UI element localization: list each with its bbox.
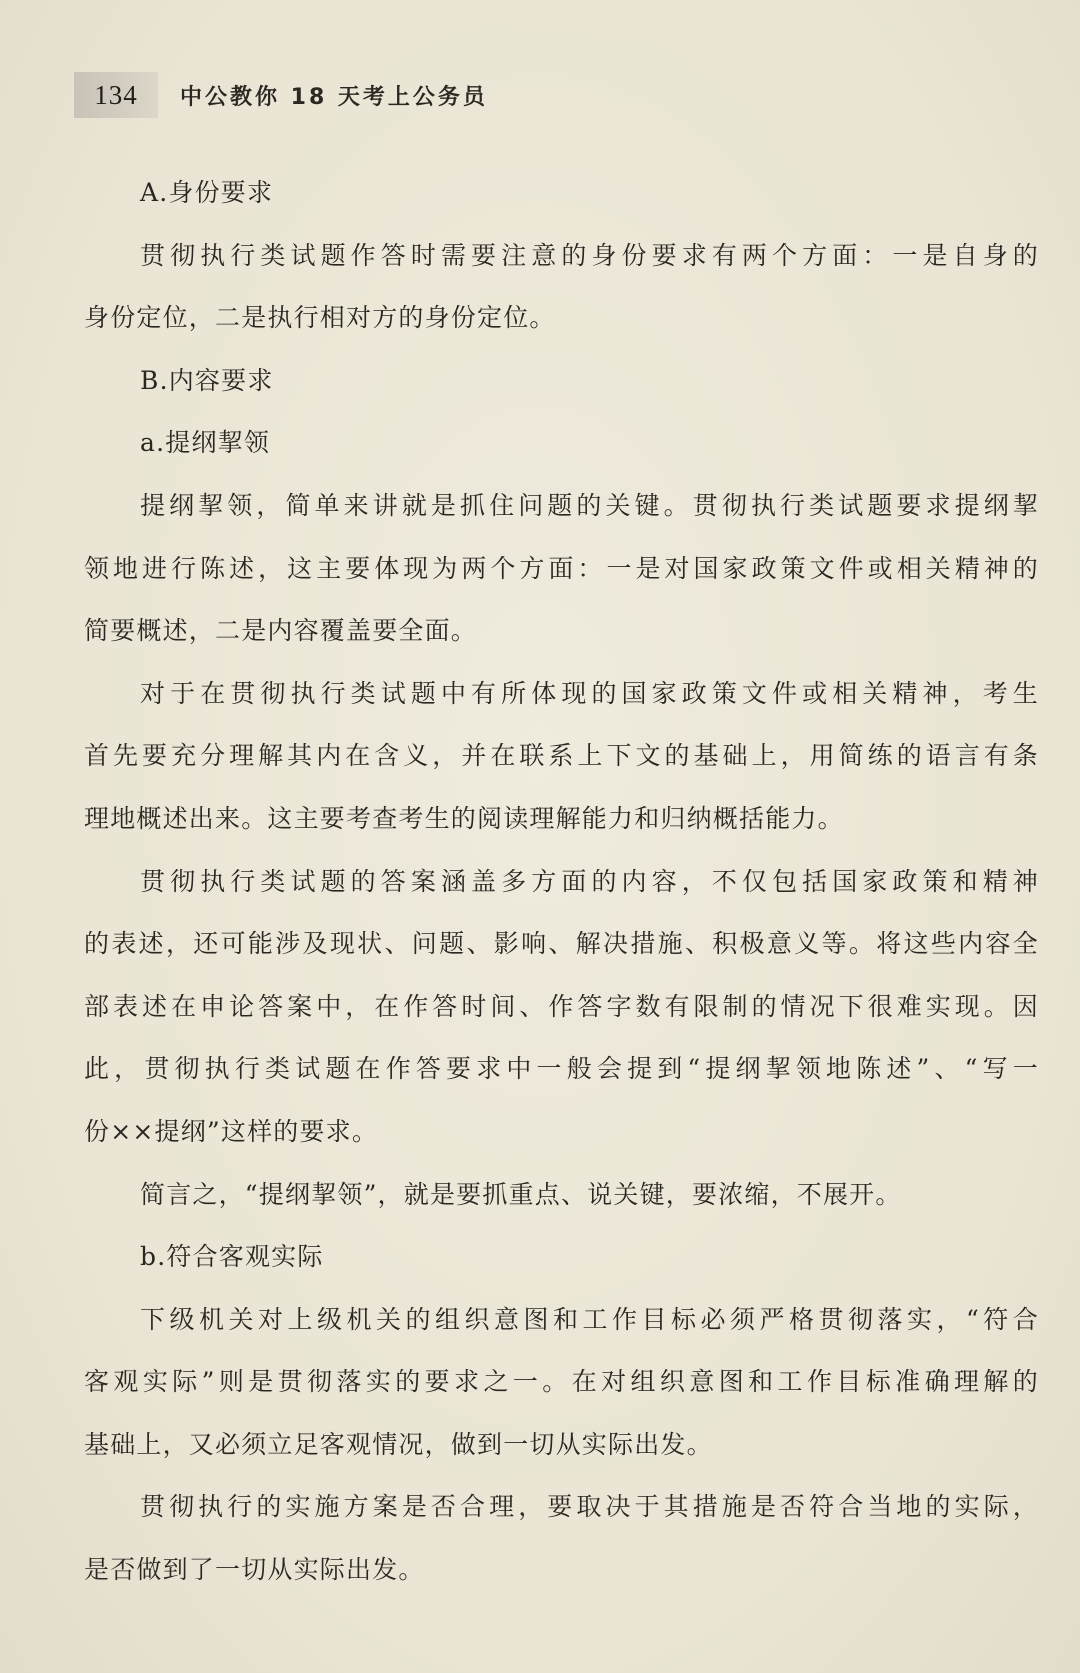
paragraph-line: 此，贯彻执行类试题在作答要求中一般会提到“提纲挈领地陈述”、“写一 [84,1054,1039,1084]
paragraph-line: 下级机关对上级机关的组织意图和工作目标必须严格贯彻落实，“符合 [140,1304,1039,1334]
subheading-identity-requirement: A.身份要求 [140,178,274,207]
paragraph-line: 对于在贯彻执行类试题中有所体现的国家政策文件或相关精神，考生 [140,678,1039,708]
subheading-outline: a.提纲挈领 [140,428,271,458]
paragraph-line: 贯彻执行的实施方案是否合理，要取决于其措施是否符合当地的实际， [140,1492,1039,1522]
page-header [74,72,488,118]
paragraph-line: 首先要充分理解其内在含义，并在联系上下文的基础上，用简练的语言有条 [84,741,1039,771]
paragraph-line: 贯彻执行类试题的答案涵盖多方面的内容，不仅包括国家政策和精神 [140,866,1039,896]
body-text [84,162,1039,1602]
page-number: 134 [74,72,158,118]
paragraph-line: 身份定位，二是执行相对方的身份定位。 [84,303,556,333]
paragraph-line: 简要概述，二是内容覆盖要全面。 [84,616,478,646]
subheading-objective-reality: b.符合客观实际 [140,1242,324,1272]
paragraph-line: 贯彻执行类试题作答时需要注意的身份要求有两个方面：一是自身的 [140,240,1039,270]
paragraph-line: 提纲挈领，简单来讲就是抓住问题的关键。贯彻执行类试题要求提纲挈 [140,490,1039,520]
paragraph-line: 的表述，还可能涉及现状、问题、影响、解决措施、积极意义等。将这些内容全 [84,929,1039,959]
paragraph-line: 简言之，“提纲挈领”，就是要抓重点、说关键，要浓缩，不展开。 [140,1179,902,1209]
paragraph-line: 基础上，又必须立足客观情况，做到一切从实际出发。 [84,1429,713,1459]
paragraph-line: 份××提纲”这样的要求。 [84,1116,379,1146]
paragraph-line: 领地进行陈述，这主要体现为两个方面：一是对国家政策文件或相关精神的 [84,553,1039,583]
paragraph-line: 部表述在申论答案中，在作答时间、作答字数有限制的情况下很难实现。因 [84,991,1039,1021]
paragraph-line: 客观实际”则是贯彻落实的要求之一。在对组织意图和工作目标准确理解的 [84,1367,1039,1397]
subheading-content-requirement: B.内容要求 [140,365,274,395]
paragraph-line: 理地概述出来。这主要考查考生的阅读理解能力和归纳概括能力。 [84,803,844,833]
book-title: 中公教你 18 天考上公务员 [180,84,488,110]
paragraph-line: 是否做到了一切从实际出发。 [84,1555,425,1585]
